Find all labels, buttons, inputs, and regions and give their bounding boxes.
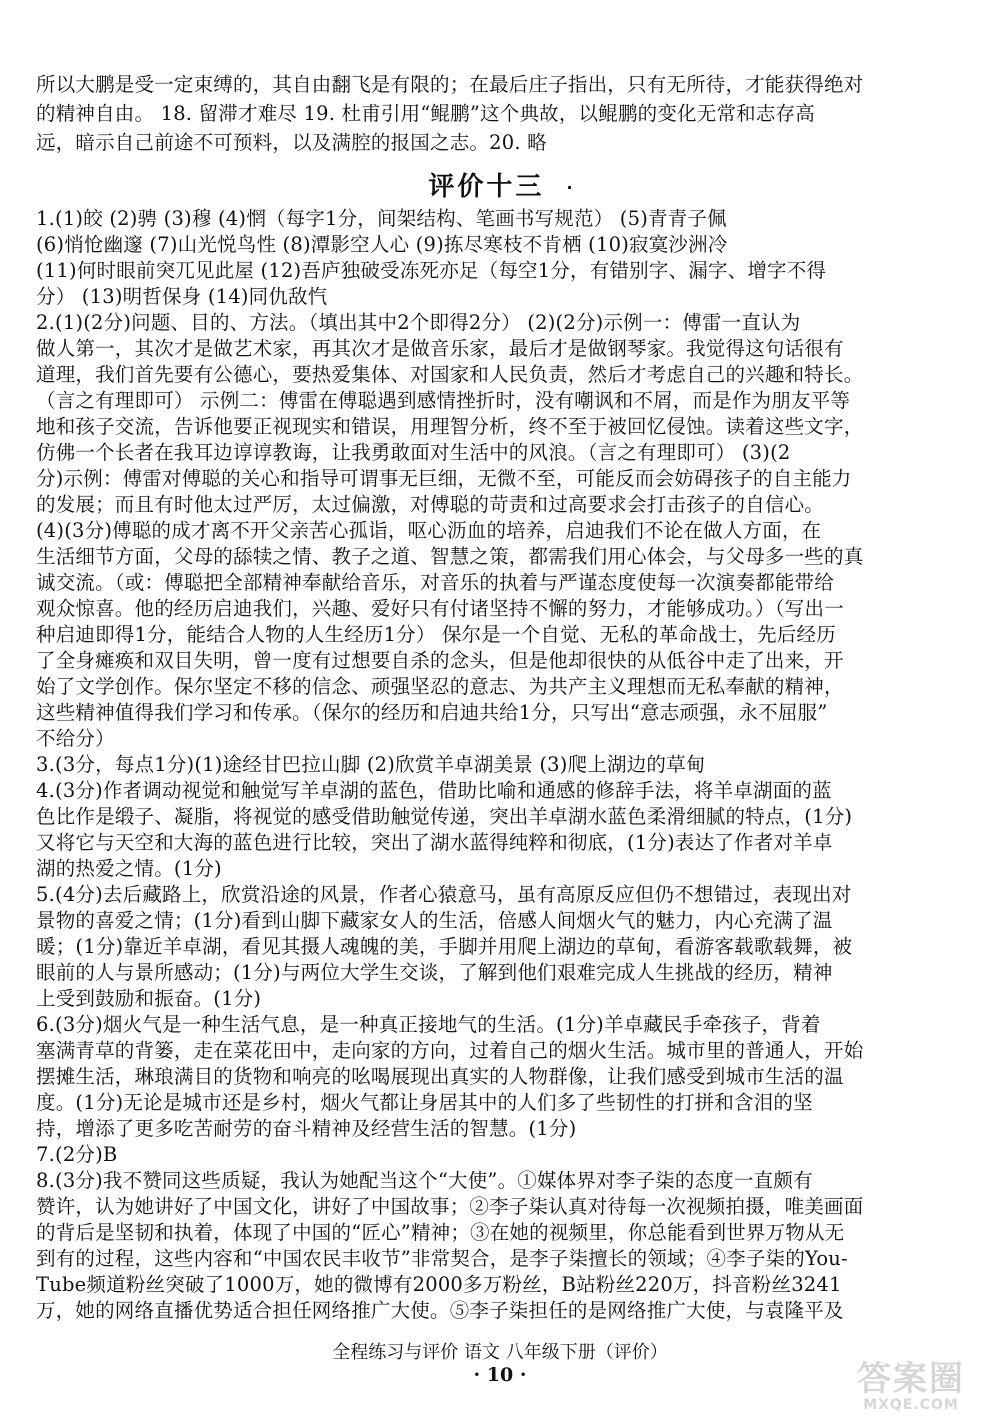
text-line: 观众惊喜。他的经历启迪我们，兴趣、爱好只有付诸坚持不懈的努力，才能够成功。）（写出一 — [36, 596, 844, 620]
text-line: 到有的过程，这些内容和“中国农民丰收节”非常契合，是李子柒擅长的领域；④李子柒的You- — [36, 1246, 848, 1270]
intro-paragraph — [36, 70, 968, 157]
text-line: 的背后是坚韧和执着，体现了中国的“匠心”精神；③在她的视频里，你总能看到世界万物从无 — [36, 1220, 845, 1244]
text-line: 5.(4分)去后藏路上，欣赏沿途的风景，作者心猿意马，虽有高原反应但仍不想错过，表现出对 — [36, 882, 852, 906]
text-line: 色比作是缎子、凝脂，将视觉的感受借助触觉传递，突出羊卓湖水蓝色柔滑细腻的特点，(1分) — [36, 804, 853, 828]
text-line: 4.(3分)作者调动视觉和触觉写羊卓湖的蓝色，借助比喻和通感的修辞手法，将羊卓湖面的蓝 — [36, 778, 832, 802]
text-line: 诚交流。（或：傅聪把全部精神奉献给音乐，对音乐的执着与严谨态度使每一次演奏都能带给 — [36, 570, 834, 594]
answer-item — [36, 1142, 968, 1168]
footer-book-title: 全程练习与评价 语文 八年级下册（评价） — [332, 1342, 668, 1363]
text-line: 塞满青草的背篓，走在菜花田中，走向家的方向，过着自己的烟火生活。城市里的普通人，开始 — [36, 1038, 864, 1062]
text-line: 了全身瘫痪和双目失明，曾一度有过想要自杀的念头，但是他却很快的从低谷中走了出来，开 — [36, 648, 844, 672]
text-line: 所以大鹏是受一定束缚的，其自由翻飞是有限的；在最后庄子指出，只有无所待，才能获得绝对 — [36, 73, 864, 96]
text-line: 1.(1)皎 (2)骋 (3)穆 (4)惘（每字1分，间架结构、笔画书写规范） (5)青青子佩 — [36, 206, 727, 230]
text-line: 景物的喜爱之情；(1分)看到山脚下藏家女人的生活，倍感人间烟火气的魅力，内心充满了温 — [36, 908, 833, 932]
watermark-url: MXQE.COM — [863, 1397, 959, 1413]
text-line: 分） (13)明哲保身 (14)同仇敌忾 — [36, 284, 328, 308]
answer-item — [36, 882, 968, 1012]
text-line: 7.(2分)B — [36, 1142, 118, 1166]
text-line: 摆摊生活，琳琅满目的货物和响亮的吆喝展现出真实的人物群像，让我们感受到城市生活的温 — [36, 1064, 844, 1088]
text-line: 的精神自由。 18. 留滞才难尽 19. 杜甫引用“鲲鹏”这个典故，以鲲鹏的变化无常和志存高 — [36, 102, 815, 125]
watermark-logo — [836, 1359, 986, 1413]
text-line: 地和孩子交流，告诉他要正视现实和错误，用理智分析，终不至于被回忆侵蚀。读着这些文字， — [36, 414, 864, 438]
text-line: 2.(1)(2分)问题、目的、方法。（填出其中2个即得2分） (2)(2分)示例一：傅雷一直认为 — [36, 310, 801, 334]
text-line: 暖；(1分)靠近羊卓湖，看见其摄人魂魄的美，手脚并用爬上湖边的草甸，看游客载歌载舞，被 — [36, 934, 853, 958]
text-line: 度。(1分)无论是城市还是乡村，烟火气都让身居其中的人们多了些韧性的打拼和含泪的坚 — [36, 1090, 813, 1114]
text-line: 始了文学创作。保尔坚定不移的信念、顽强坚忍的意志、为共产主义理想而无私奉献的精神， — [36, 674, 844, 698]
text-line: 道理，我们首先要有公德心，要热爱集体、对国家和人民负责，然后才考虑自己的兴趣和特长。 — [36, 362, 864, 386]
answer-item — [36, 310, 968, 752]
text-line: (11)何时眼前突兀见此屋 (12)吾庐独破受冻死亦足（每空1分，有错别字、漏字、增字不得 — [36, 258, 827, 282]
answer-item — [36, 752, 968, 778]
text-line: 万，她的网络直播优势适合担任网络推广大使。⑤李子柒担任的是网络推广大使，与袁隆平及 — [36, 1298, 844, 1322]
text-line: 生活细节方面，父母的舔犊之情、教子之道、智慧之策，都需我们用心体会，与父母多一些的真 — [36, 544, 864, 568]
text-line: 又将它与天空和大海的蓝色进行比较，突出了湖水蓝得纯粹和彻底，(1分)表达了作者对羊卓 — [36, 830, 833, 854]
section-title-text: 评价十三 — [428, 172, 545, 202]
text-line: 做人第一，其次才是做艺术家，再其次才是做音乐家，最后才是做钢琴家。我觉得这句话很有 — [36, 336, 844, 360]
section-title — [36, 171, 968, 204]
page-number: · 10 · — [473, 1364, 527, 1386]
watermark-text: 答案圈 — [857, 1359, 965, 1399]
text-line: 远，暗示自己前途不可预料，以及满腔的报国之志。20. 略 — [36, 131, 547, 154]
text-line: 分)示例：傅雷对傅聪的关心和指导可谓事无巨细，无微不至，可能反而会妨碍孩子的自主能力 — [36, 466, 852, 490]
text-line: 上受到鼓励和振奋。(1分) — [36, 986, 262, 1010]
text-line: 眼前的人与景所感动；(1分)与两位大学生交谈，了解到他们艰难完成人生挑战的经历，精神 — [36, 960, 833, 984]
text-line: Tube频道粉丝突破了1000万，她的微博有2000多万粉丝，B站粉丝220万，抖音粉丝3241 — [36, 1272, 842, 1296]
text-line: 种启迪即得1分，能结合人物的人生经历1分） 保尔是一个自觉、无私的革命战士，先后经历 — [36, 622, 836, 646]
text-line: (4)(3分)傅聪的成才离不开父亲苦心孤诣，呕心沥血的培养，启迪我们不论在做人方面，在 — [36, 518, 822, 542]
text-line: (6)悄怆幽邃 (7)山光悦鸟性 (8)潭影空人心 (9)拣尽寒枝不肯栖 (10)寂寞沙洲冷 — [36, 232, 728, 256]
text-line: （言之有理即可） 示例二：傅雷在傅聪遇到感情挫折时，没有嘲讽和不屑，而是作为朋友平等 — [36, 388, 851, 412]
text-line: 这些精神值得我们学习和传承。（保尔的经历和启迪共给1分，只写出“意志顽强，永不屈服” — [36, 700, 828, 724]
text-line: 湖的热爱之情。(1分) — [36, 856, 222, 880]
text-line: 赞许，认为她讲好了中国文化，讲好了中国故事；②李子柒认真对待每一次视频拍摄，唯美画面 — [36, 1194, 864, 1218]
section-title-mark: · — [566, 177, 576, 197]
text-line: 持，增添了更多吃苦耐劳的奋斗精神及经营生活的智慧。(1分) — [36, 1116, 577, 1140]
document-page — [36, 70, 968, 1324]
text-line: 仿佛一个长者在我耳边谆谆教诲，让我勇敢面对生活中的风浪。（言之有理即可） (3)(2 — [36, 440, 791, 464]
answer-list — [36, 206, 968, 1324]
text-line: 不给分） — [36, 726, 115, 750]
answer-item — [36, 1168, 968, 1324]
answer-item — [36, 206, 968, 310]
text-line: 8.(3分)我不赞同这些质疑，我认为她配当这个“大使”。①媒体界对李子柒的态度一直颇有 — [36, 1168, 813, 1192]
text-line: 的发展；而且有时他太过严厉，太过偏激，对傅聪的苛责和过高要求会打击孩子的自信心。 — [36, 492, 825, 516]
answer-item — [36, 1012, 968, 1142]
text-line: 3.(3分，每点1分)(1)途经甘巴拉山脚 (2)欣赏羊卓湖美景 (3)爬上湖边的草甸 — [36, 752, 706, 776]
text-line: 6.(3分)烟火气是一种生活气息，是一种真正接地气的生活。(1分)羊卓藏民手牵孩子，背着 — [36, 1012, 821, 1036]
answer-item — [36, 778, 968, 882]
